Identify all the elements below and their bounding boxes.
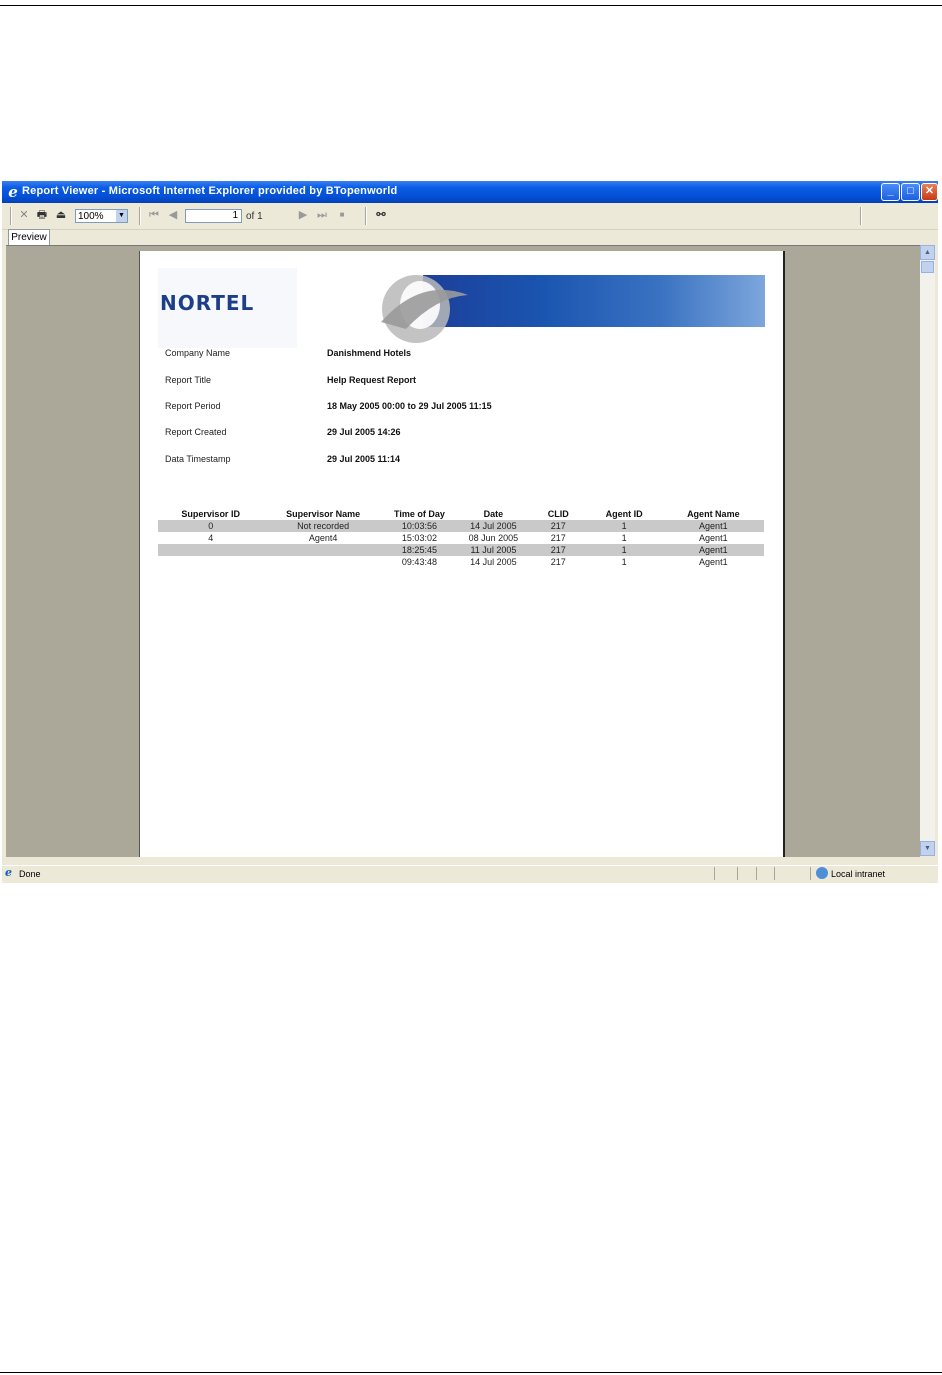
toolbar-separator: [860, 207, 862, 225]
chevron-down-icon[interactable]: ▼: [116, 210, 127, 222]
table-cell: [158, 556, 263, 568]
info-value: 18 May 2005 00:00 to 29 Jul 2005 11:15: [327, 401, 492, 411]
column-header: Agent Name: [687, 509, 740, 519]
report-page: [139, 251, 785, 857]
table-cell: 14 Jul 2005: [470, 557, 517, 567]
scroll-thumb[interactable]: [921, 261, 934, 273]
document-bottom-rule: [0, 1372, 942, 1373]
table-cell: [158, 544, 263, 556]
table-cell: 1: [621, 533, 627, 543]
table-header-row: [158, 508, 764, 520]
table-cell: 0: [158, 520, 263, 532]
table-cell: [263, 556, 383, 568]
document-top-rule: [0, 5, 942, 6]
scroll-up-icon[interactable]: ▲: [920, 245, 935, 260]
table-cell: 1: [621, 557, 627, 567]
security-zone-label: Local intranet: [831, 869, 886, 879]
info-label: Report Created: [165, 427, 227, 437]
status-panel: [810, 867, 811, 880]
print-icon[interactable]: 🖶: [36, 209, 48, 221]
column-header: CLID: [547, 509, 569, 519]
column-header: Agent ID: [605, 509, 643, 519]
toolbar-separator: [365, 207, 367, 225]
binoculars-icon[interactable]: ⚯: [376, 209, 386, 221]
info-label: Report Title: [165, 375, 212, 385]
column-header: Supervisor Name: [286, 509, 361, 519]
report-table: [158, 508, 764, 568]
column-header: Date: [483, 509, 504, 519]
vertical-scrollbar[interactable]: [920, 245, 935, 856]
zoom-select[interactable]: [75, 209, 128, 223]
page-count-label: of 1: [246, 211, 263, 222]
table-cell: Agent1: [663, 544, 764, 556]
zoom-value: 100%: [78, 211, 104, 222]
close-button[interactable]: ✕: [921, 183, 938, 201]
export-icon[interactable]: ⏏: [55, 209, 67, 221]
stop-icon[interactable]: ✕: [19, 209, 29, 221]
next-page-icon[interactable]: ▶: [298, 209, 308, 221]
status-text: Done: [19, 869, 41, 879]
table-cell: Agent4: [308, 533, 338, 543]
last-page-icon[interactable]: ⏭: [317, 209, 327, 221]
internet-explorer-icon: e: [8, 183, 18, 201]
report-viewer-area[interactable]: [6, 245, 920, 857]
title-bar[interactable]: [2, 181, 938, 203]
page-status-icon: e: [5, 866, 12, 879]
table-row: [158, 520, 764, 532]
table-cell: 1: [586, 520, 663, 532]
table-cell: 217: [550, 533, 566, 543]
info-label: Data Timestamp: [165, 454, 231, 464]
table-cell: 08 Jun 2005: [468, 533, 519, 543]
info-label: Report Period: [165, 401, 221, 411]
table-cell: 14 Jul 2005: [456, 520, 531, 532]
table-cell: 18:25:45: [383, 544, 456, 556]
info-label: Company Name: [165, 348, 231, 358]
window-title: Report Viewer - Microsoft Internet Explorer provided by BTopenworld: [22, 185, 398, 197]
table-cell: 11 Jul 2005: [456, 544, 531, 556]
table-cell: 217: [531, 520, 586, 532]
table-cell: [263, 544, 383, 556]
globe-graphic: [376, 267, 471, 347]
tab-preview[interactable]: Preview: [8, 229, 50, 246]
info-value: Danishmend Hotels: [327, 348, 412, 358]
table-cell: 10:03:56: [383, 520, 456, 532]
table-row: [158, 544, 764, 556]
column-header: Time of Day: [394, 509, 445, 519]
status-panel: [714, 867, 715, 880]
table-row: [158, 556, 764, 568]
table-cell: Agent1: [699, 533, 728, 543]
info-value: Help Request Report: [327, 375, 417, 385]
status-panel: [774, 867, 775, 880]
stop-render-icon[interactable]: ■: [339, 210, 345, 219]
table-cell: 4: [208, 533, 214, 543]
logo-text: NORTEL: [160, 291, 255, 315]
info-value: 29 Jul 2005 14:26: [327, 427, 401, 437]
previous-page-icon[interactable]: ◀: [168, 209, 178, 221]
minimize-button[interactable]: _: [881, 183, 900, 201]
table-cell: Not recorded: [263, 520, 383, 532]
page-number-input[interactable]: 1: [185, 209, 242, 223]
company-logo: [158, 268, 297, 348]
scroll-down-icon[interactable]: ▼: [920, 841, 935, 856]
table-cell: 217: [531, 544, 586, 556]
table-cell: Agent1: [699, 557, 728, 567]
header-banner: [423, 275, 765, 327]
intranet-zone-icon: [816, 867, 828, 879]
toolbar-separator: [139, 207, 141, 225]
report-toolbar: [2, 203, 938, 230]
status-panel: [756, 867, 757, 880]
table-cell: 1: [586, 544, 663, 556]
table-cell: 15:03:02: [401, 533, 437, 543]
status-panel: [737, 867, 738, 880]
first-page-icon[interactable]: ⏮: [149, 209, 159, 221]
maximize-button[interactable]: □: [901, 183, 920, 201]
browser-window: [2, 181, 938, 883]
status-bar: [2, 865, 938, 882]
table-cell: 09:43:48: [401, 557, 437, 567]
table-cell: 217: [550, 557, 566, 567]
toolbar-separator: [10, 207, 12, 225]
column-header: Supervisor ID: [181, 509, 240, 519]
info-value: 29 Jul 2005 11:14: [327, 454, 401, 464]
table-row: [158, 532, 764, 544]
table-cell: Agent1: [663, 520, 764, 532]
